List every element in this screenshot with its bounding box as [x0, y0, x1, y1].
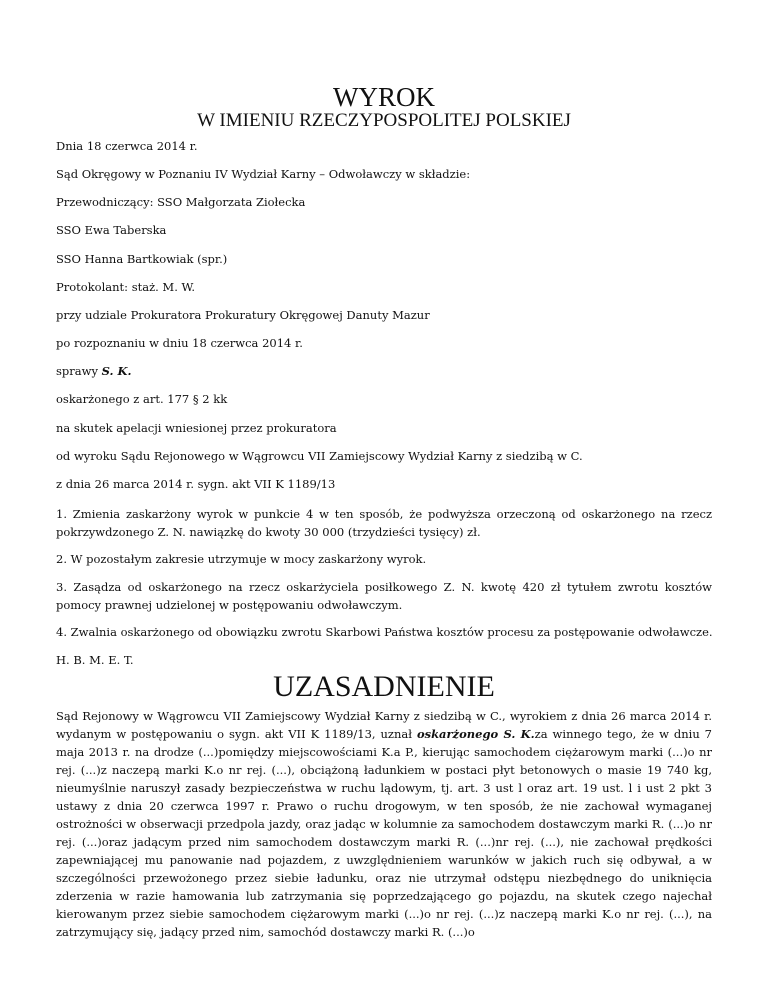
court-composition: Sąd Okręgowy w Poznaniu IV Wydział Karny – Odwoławczy w składzie: — [56, 167, 471, 181]
justification-text-rest: za winnego tego, że w dniu 7 maja 2013 r. na drodze (...)pomiędzy miejscowościami K.a P., kierując samochodem ciężarowym marki (...)o nr rej. (...)z naczepą marki K.o nr rej. (...), obciążoną ładunkiem w postaci płyt betonowych o masie 19 740 kg, nieumyślnie naruszył zasady bezpieczeństwa w ruchu lądowym, tj. art. 3 ust l oraz art. 19 ust. l i ust 2 pkt 3 ustawy z dnia 20 czerwca 1997 r. Prawo o ruchu drogowym, w ten sposób, że nie zachował wymaganej ostrożności w obserwacji przedpola jazdy, oraz jadąc w kolumnie za samochodem dostawczym marki R. (...)o nr rej. (...)oraz jadącym przed nim samochodem dostawczym marki R. (...)nr rej. (...), nie zachował prędkości zapewniającej mu panowanie nad pojazdem, z uwzględnieniem warunków w jakich ruch się odbywał, a w szczególności przewożonego przez siebie ładunku, oraz nie utrzymał odstępu niezbędnego do uniknięcia zderzenia w razie hamowania lub zatrzymania się poprzedzającego go pojazdu, na skutek czego najechał kierowanym przez siebie samochodem ciężarowym marki (...)o nr rej. (...)z naczepą marki K.o nr rej. (...), na zatrzymujący się, jadący przed nim, samochód dostawczy marki R. (...)o — [56, 727, 712, 939]
justification-text — [56, 707, 712, 941]
verdict-date: Dnia 18 czerwca 2014 r. — [56, 139, 198, 153]
document-title: WYROK — [333, 82, 435, 112]
presiding-judge: Przewodniczący: SSO Małgorzata Ziołecka — [56, 195, 306, 209]
lower-court-line: od wyroku Sądu Rejonowego w Wągrowcu VII Zamiejscowy Wydział Karny z siedzibą w C. — [56, 449, 583, 463]
hearing-date: po rozpoznaniu w dniu 18 czerwca 2014 r. — [56, 336, 303, 350]
justification-title: UZASADNIENIE — [273, 670, 495, 703]
charge-line: oskarżonego z art. 177 § 2 kk — [56, 392, 228, 406]
ruling-4: 4. Zwalnia oskarżonego od obowiązku zwrotu Skarbowi Państwa kosztów procesu za postępowanie odwoławcze. — [56, 625, 713, 639]
defendant-name: S. K. — [101, 364, 132, 378]
ruling-2: 2. W pozostałym zakresie utrzymuje w mocy zaskarżony wyrok. — [56, 552, 427, 566]
document-subtitle: W IMIENIU RZECZYPOSPOLITEJ POLSKIEJ — [197, 110, 571, 131]
judge-2: SSO Hanna Bartkowiak (spr.) — [56, 252, 228, 266]
judge-1: SSO Ewa Taberska — [56, 223, 167, 237]
prosecutor-line: przy udziale Prokuratora Prokuratury Okręgowej Danuty Mazur — [56, 308, 430, 322]
court-clerk: Protokolant: staż. M. W. — [56, 280, 195, 294]
appeal-line: na skutek apelacji wniesionej przez prokuratora — [56, 421, 337, 435]
ruling-1: 1. Zmienia zaskarżony wyrok w punkcie 4 w ten sposób, że podwyższa orzeczoną od oskarżonego na rzecz pokrzywdzonego Z. N. nawiązkę do kwoty 30 000 (trzydzieści tysięcy) zł. — [56, 507, 712, 539]
case-line — [56, 363, 712, 380]
signatures: H. B. M. E. T. — [56, 653, 134, 667]
justification-defendant: oskarżonego S. K. — [416, 727, 535, 741]
ruling-3: 3. Zasądza od oskarżonego na rzecz oskarżyciela posiłkowego Z. N. kwotę 420 zł tytułem zwrotu kosztów pomocy prawnej udzielonej w postępowaniu odwoławczym. — [56, 580, 712, 612]
case-prefix: sprawy — [56, 364, 102, 378]
justification-text-start: Sąd Rejonowy w Wągrowcu VII Zamiejscowy Wydział Karny z siedzibą w C., wyrokiem z dnia 26 marca 2014 r. wydanym w postępowaniu o sygn. akt VII K 1189/13, uznał — [56, 709, 712, 741]
lower-court-date: z dnia 26 marca 2014 r. sygn. akt VII K 1189/13 — [56, 477, 336, 491]
